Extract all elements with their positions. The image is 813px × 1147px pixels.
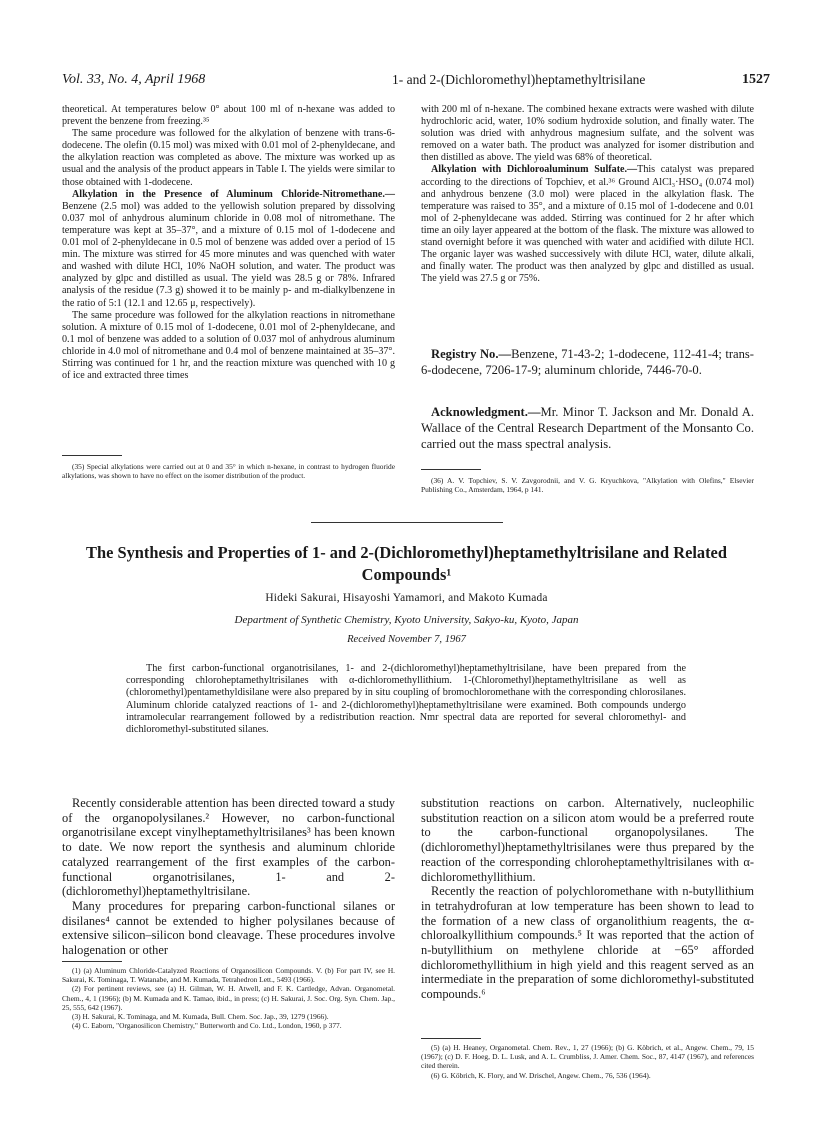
article-affiliation: Department of Synthetic Chemistry, Kyoto University, Sakyo-ku, Kyoto, Japan	[234, 614, 579, 626]
registry-heading: Registry No.—	[431, 347, 512, 361]
footnote-rule	[62, 961, 122, 962]
paragraph: theoretical. At temperatures below 0° about 100 ml of n-hexane was added to prevent the benzene from freezing.³⁵	[62, 104, 395, 128]
paragraph: with 200 ml of n-hexane. The combined hexane extracts were washed with dilute hydrochloric acid, water, 10% sodium hydroxide solution, and finally water. The solution was dried with anhydrous magnesium sulfate, and the solvent was removed on a water bath. The product was analyzed for isomer distribution and then distilled as above. The yield was 68% of theoretical.	[421, 104, 754, 164]
article-authors: Hideki Sakurai, Hisayoshi Yamamori, and Makoto Kumada	[265, 592, 548, 604]
paragraph: Recently the reaction of polychloromethane with n-butyllithium in tetrahydrofuran at low temperature has been shown to lead to the formation of a new class of organolithium reagents, the α-chloroalkyllithium compounds.⁵ It was reported that the action of n-butyllithium on methylene chloride at −65° afforded dichloromethyllithium in high yield and this reagent served as an intermediate in the preparation of some dichloromethyl-substituted compounds.⁶	[421, 884, 754, 1002]
acknowledgment-paragraph	[421, 405, 754, 452]
footnote-text: (4) C. Eaborn, "Organosilicon Chemistry," Butterworth and Co. Ltd., London, 1960, p 377.	[72, 1021, 342, 1031]
article-abstract: The first carbon-functional organotrisilanes, 1- and 2-(dichloromethyl)heptamethyltrisilane, have been prepared from the corresponding chloroheptamethyltrisilanes with α-dichloromethyllithium. 1-(Chloromethyl)heptamethyltrisilane as well as (chloromethyl)pentamethyldisilane were also prepared by in situ coupling of bromochloromethane with the corresponding chlorosilanes. Aluminum chloride catalyzed reactions of 1- and 2-(dichloromethyl)heptamethyltrisilane were examined. Both compounds undergo intramolecular rearrangement followed by a redistribution reaction. Nmr spectral data are reported for several chloromethyl- and dichloromethyl-substituted silanes.	[126, 663, 686, 736]
section-run-in-heading: Alkylation with Dichloroaluminum Sulfate.—	[431, 164, 638, 176]
registry-section	[421, 347, 754, 379]
body-right-column	[421, 796, 754, 1002]
footnote-text: (35) Special alkylations were carried out at 0 and 35° in which n-hexane, in contrast to hydrogen fluoride alkylations, was shown to have no effect on the isomer distribution of the product.	[62, 462, 395, 481]
footnote-text: (36) A. V. Topchiev, S. V. Zavgorodnii, and V. G. Kryuchkova, "Alkylation with Olefins," Elsevier Publishing Co., Amsterdam, 1964, p 141.	[421, 476, 754, 495]
footnote-text: (6) G. Köbrich, K. Flory, and W. Drischel, Angew. Chem., 76, 536 (1964).	[431, 1070, 651, 1080]
paragraph-text: This catalyst was prepared according to the directions of Topchiev, et al.³⁶ Ground AlCl₃·HSO₄ (0.074 mol) and anhydrous benzene (3.0 mol) were placed in the alkylation flask. The temperature was raised to 35°, and a mixture of 0.15 mol of 1-dodecene and 0.01 mol of 2-phenyldecane was added. Stirring was continued for 2 hr after which time an oily layer appeared at the bottom of the flask. The mixture was allowed to stand overnight before it was quenched with water and acidified with dilute HCl. The organic layer was washed successively with dilute HCl, water, dilute alkali, and finally water. The product was then analyzed by glpc and distilled as usual. The yield was 27.5 g or 75%.	[421, 164, 754, 285]
footnote-text: (1) (a) Aluminum Chloride-Catalyzed Reactions of Organosilicon Compounds. V. (b) For part IV, see H. Sakurai, K. Tominaga, T. Watanabe, and M. Kumada, Tetrahedron Lett., 5493 (1966).	[62, 966, 395, 985]
top-right-column	[421, 104, 754, 285]
registry-paragraph	[421, 347, 754, 379]
paragraph: The same procedure was followed for the alkylation reactions in nitromethane solution. A mixture of 0.15 mol of 1-dodecene, 0.01 mol of 2-phenyldecane, and 0.1 mol of benzene was added to a solution of 0.037 mol of anhydrous aluminum chloride in 4.0 mol of nitromethane and 0.4 mol of benzene maintained at 35–37°. Stirring was continued for 1 hr, and the reaction mixture was quenched with 10 g of ice and extracted three times	[62, 309, 395, 382]
top-left-column	[62, 104, 395, 382]
article-separator	[311, 522, 503, 523]
running-header-right	[392, 72, 770, 88]
footnote-rule	[421, 469, 481, 470]
acknowledgment-text: Mr. Minor T. Jackson and Mr. Donald A. Wallace of the Central Research Department of the Monsanto Co. carried out the mass spectral analysis.	[421, 405, 754, 451]
footnote-text: (3) H. Sakurai, K. Tominaga, and M. Kumada, Bull. Chem. Soc. Jap., 39, 1279 (1966).	[72, 1012, 329, 1022]
paragraph: substitution reactions on carbon. Alternatively, nucleophilic substitution reaction on a silicon atom would be a preferred route to the carbon-functional organopolysilanes. The (dichloromethyl)heptamethyltrisilanes were thus prepared by the reaction of the corresponding chloroheptamethyltrisilanes with α-dichloromethyllithium.	[421, 796, 754, 884]
footnote-rule	[421, 1038, 481, 1039]
acknowledgment-section	[421, 405, 754, 452]
footnote-text: (5) (a) H. Heaney, Organometal. Chem. Rev., 1, 27 (1966); (b) G. Köbrich, et al., Angew. Chem., 79, 15 (1967); (c) D. F. Hoeg, D. L. Lusk, and A. L. Crumbliss, J. Amer. Chem. Soc., 87, 4147 (1967), and references cited therein.	[421, 1043, 754, 1071]
registry-text: Benzene, 71-43-2; 1-dodecene, 112-41-4; trans-6-dodecene, 7206-17-9; aluminum chloride, 7446-70-0.	[421, 347, 754, 377]
footnotes	[421, 1043, 754, 1080]
paragraph	[62, 189, 395, 310]
page-number: 1527	[742, 72, 770, 87]
footnote	[421, 476, 754, 494]
article-title: The Synthesis and Properties of 1- and 2-(Dichloromethyl)heptamethyltrisilane and Related Compounds¹	[86, 543, 727, 584]
section-run-in-heading: Alkylation in the Presence of Aluminum Chloride-Nitromethane.—	[72, 188, 395, 200]
footnote-rule	[62, 455, 122, 456]
footnote	[62, 462, 395, 480]
running-header-title: 1- and 2-(Dichloromethyl)heptamethyltrisilane	[392, 72, 646, 87]
footnotes	[62, 966, 395, 1030]
running-header-volume: Vol. 33, No. 4, April 1968	[62, 72, 206, 87]
acknowledgment-heading: Acknowledgment.—	[431, 405, 541, 419]
article-received-date: Received November 7, 1967	[347, 634, 466, 645]
paragraph	[421, 164, 754, 285]
paragraph: Recently considerable attention has been directed toward a study of the organopolysilanes.² However, no carbon-functional organotrisilane except vinylheptamethyltrisilanes³ has been known to date. We now report the synthesis and aluminum chloride catalyzed rearrangement of the first examples of the carbon-functional organotrisilanes, 1- and 2-(dichloromethyl)heptamethyltrisilane.	[62, 796, 395, 899]
footnote-text: (2) For pertinent reviews, see (a) H. Gilman, W. H. Atwell, and F. K. Cartledge, Advan. Organometal. Chem., 4, 1 (1966); (b) M. Kumada and K. Tamao, ibid., in press; (c) H. Sakurai, J. Soc. Org. Syn. Chem. Jap., 25, 555, 642 (1967).	[62, 984, 395, 1012]
paragraph: The same procedure was followed for the alkylation of benzene with trans-6-dodecene. The olefin (0.15 mol) was mixed with 0.01 mol of 2-phenyldecane, and the alkylation reaction was completed as above. The mixture was worked up as usual and the analysis of the product appears in Table I. The yields were similar to those obtained with 1-dodecene.	[62, 128, 395, 188]
body-left-column	[62, 796, 395, 958]
paragraph-text: Benzene (2.5 mol) was added to the yellowish solution prepared by dissolving 0.037 mol of anhydrous aluminum chloride in 0.08 mol of nitromethane. The temperature was kept at 35–37°, and a mixture of 0.15 mol of 1-dodecene and 0.01 mol of 2-phenyldecane in 0.5 mol of benzene was added over a period of 15 min. The mixture was stirred for 45 more minutes and was quenched with water and washed with dilute HCl, 10% NaOH solution, and water. The product was analyzed by glpc and distilled as usual. The yield was 28.5 g or 78%. Infrared analysis of the residue (7.3 g) showed it to be mainly p- and m-dialkylbenzene in the ratio of 5:1 (12.1 and 12.65 μ, respectively).	[62, 200, 395, 309]
paragraph: Many procedures for preparing carbon-functional silanes or disilanes⁴ cannot be extended to higher polysilanes because of extensive silicon–silicon bond cleavage. These procedures involve halogenation or other	[62, 898, 395, 958]
